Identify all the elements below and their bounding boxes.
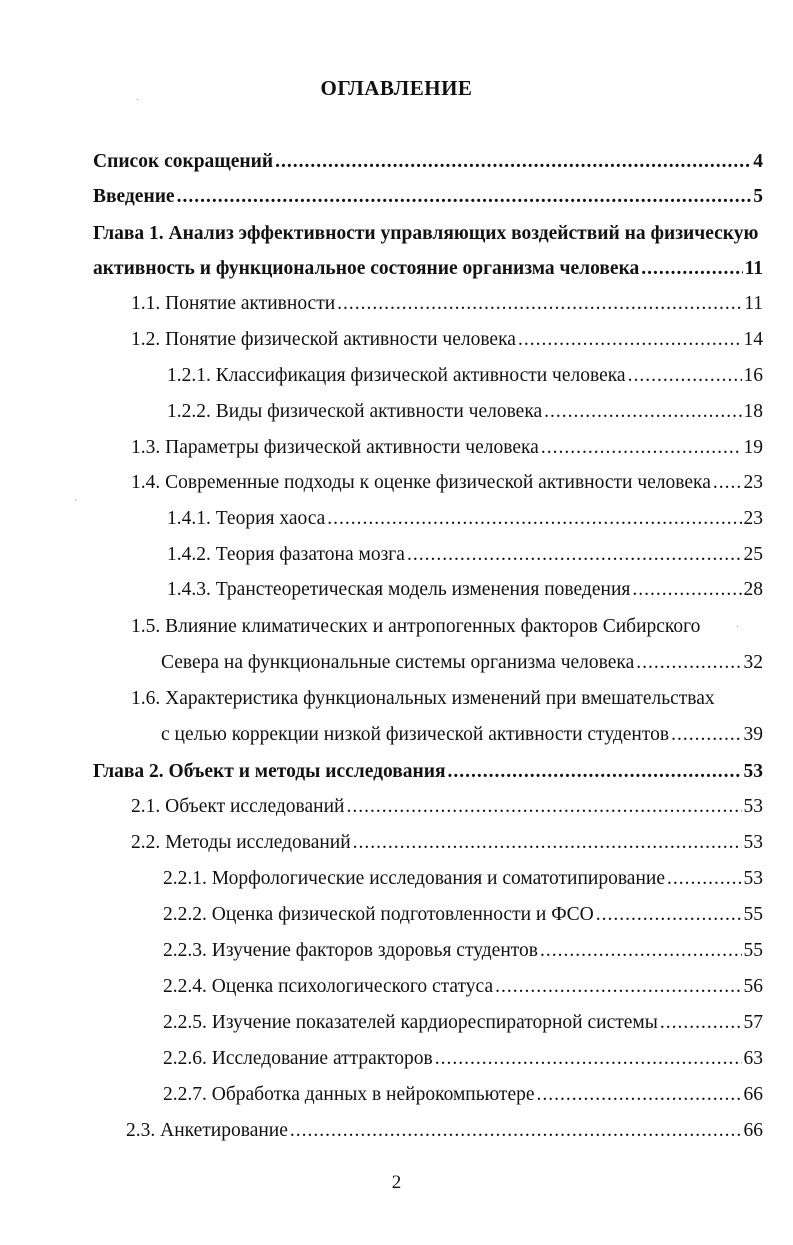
toc-entry-page: 25 <box>743 544 763 565</box>
toc-entry-page: 23 <box>743 472 763 493</box>
toc-entry-label: 2.2. Методы исследований <box>131 832 351 853</box>
toc-entry-2-2-4[interactable] <box>163 975 763 999</box>
toc-entry-label: 1.2. Понятие физической активности человека <box>131 329 516 350</box>
toc-entry-label: 1.3. Параметры физической активности человека <box>131 437 539 458</box>
toc-entry-2-2-7[interactable] <box>163 1083 763 1107</box>
toc-entry-label: Глава 2. Объект и методы исследования <box>93 761 446 782</box>
toc-entry-label: 2.2.7. Обработка данных в нейрокомпьютере <box>163 1084 535 1105</box>
toc-entry-page: 5 <box>753 186 763 207</box>
toc-chapter-1[interactable] <box>93 257 763 281</box>
scan-speck: · <box>136 95 140 106</box>
toc-entry-label: 2.1. Объект исследований <box>131 796 345 817</box>
leader-dots <box>495 975 741 999</box>
toc-chapter-1-line1[interactable]: Глава 1. Анализ эффективности управляющих воздействий на физическую <box>93 223 759 244</box>
toc-entry-1-4-3[interactable] <box>167 578 763 602</box>
toc-entry-2-3[interactable] <box>126 1119 763 1143</box>
leader-dots <box>518 328 742 352</box>
toc-entry-label: 2.2.6. Исследование аттракторов <box>163 1048 433 1069</box>
toc-entry-label: 1.4.1. Теория хаоса <box>167 508 326 529</box>
toc-entry-page: 16 <box>743 365 763 386</box>
toc-entry-1-4-2[interactable] <box>167 543 763 567</box>
leader-dots <box>660 1011 742 1035</box>
toc-entry-page: 53 <box>743 832 763 853</box>
toc-entry-page: 11 <box>744 258 763 279</box>
toc-entry-1-4-1[interactable] <box>167 507 763 531</box>
leader-dots <box>667 867 742 891</box>
toc-entry-label: 1.4. Современные подходы к оценке физической активности человека <box>131 472 711 493</box>
toc-entry-page: 32 <box>743 652 763 673</box>
leader-dots <box>327 507 741 531</box>
toc-entry-page: 63 <box>743 1048 763 1069</box>
toc-entry-page: 14 <box>743 329 763 350</box>
toc-entry-2-2-3[interactable] <box>163 939 763 963</box>
toc-entry-page: 4 <box>753 151 763 172</box>
toc-entry-2-2-6[interactable] <box>163 1047 763 1071</box>
leader-dots <box>290 1119 742 1143</box>
page-number: 2 <box>391 1172 402 1193</box>
leader-dots <box>632 578 741 602</box>
toc-entry-1-1[interactable] <box>131 292 763 316</box>
toc-entry-1-6[interactable] <box>161 723 763 747</box>
toc-entry-page: 55 <box>743 904 763 925</box>
toc-entry-label: Список сокращений <box>93 151 274 172</box>
leader-dots <box>596 903 742 927</box>
toc-entry-page: 28 <box>743 579 763 600</box>
toc-chapter-2[interactable] <box>93 760 763 784</box>
toc-entry-introduction[interactable] <box>93 185 763 209</box>
page-title: ОГЛАВЛЕНИЕ <box>320 76 473 100</box>
toc-entry-page: 53 <box>743 761 763 782</box>
leader-dots <box>544 400 741 424</box>
toc-entry-label: 1.2.2. Виды физической активности человека <box>167 401 543 422</box>
toc-entry-label: 1.2.1. Классификация физической активности человека <box>167 365 626 386</box>
toc-entry-page: 53 <box>743 796 763 817</box>
toc-entry-2-2-2[interactable] <box>163 903 763 927</box>
leader-dots <box>177 185 752 209</box>
toc-entry-page: 53 <box>743 868 763 889</box>
leader-dots <box>435 1047 742 1071</box>
toc-entry-label: 1.4.3. Транстеоретическая модель изменения поведения <box>167 579 631 600</box>
toc-entry-page: 66 <box>743 1084 763 1105</box>
toc-entry-label: 2.2.4. Оценка психологического статуса <box>163 976 494 997</box>
toc-entry-page: 18 <box>743 401 763 422</box>
toc-entry-2-2[interactable] <box>131 831 763 855</box>
toc-entry-page: 23 <box>743 508 763 529</box>
toc-entry-1-4[interactable] <box>131 471 763 495</box>
toc-entry-page: 11 <box>744 293 763 314</box>
toc-entry-label: Севера на функциональные системы организма человека <box>161 652 635 673</box>
leader-dots <box>636 651 741 675</box>
leader-dots <box>641 257 742 281</box>
toc-entry-label: 1.1. Понятие активности <box>131 293 336 314</box>
leader-dots <box>353 831 742 855</box>
leader-dots <box>628 364 742 388</box>
toc-entry-page: 55 <box>743 940 763 961</box>
leader-dots <box>346 795 741 819</box>
toc-entry-label: 2.2.2. Оценка физической подготовленности и ФСО <box>163 904 594 925</box>
toc-entry-label: 2.2.3. Изучение факторов здоровья студентов <box>163 940 538 961</box>
toc-entry-1-2[interactable] <box>131 328 763 352</box>
toc-entry-2-2-5[interactable] <box>163 1011 763 1035</box>
leader-dots <box>537 1083 742 1107</box>
toc-entry-page: 19 <box>743 437 763 458</box>
toc-entry-1-2-1[interactable] <box>167 364 763 388</box>
toc-entry-page: 66 <box>743 1120 763 1141</box>
toc-entry-label: 2.2.5. Изучение показателей кардиореспираторной системы <box>163 1012 658 1033</box>
toc-entry-page: 39 <box>743 724 763 745</box>
leader-dots <box>671 723 741 747</box>
toc-entry-1-5-line1[interactable]: 1.5. Влияние климатических и антропогенных факторов Сибирского <box>131 616 701 637</box>
leader-dots <box>337 292 742 316</box>
leader-dots <box>541 436 742 460</box>
toc-entry-label: 2.2.1. Морфологические исследования и соматотипирование <box>163 868 665 889</box>
leader-dots <box>275 150 751 174</box>
toc-entry-page: 56 <box>743 976 763 997</box>
toc-entry-1-2-2[interactable] <box>167 400 763 424</box>
leader-dots <box>448 760 742 784</box>
scan-speck: · <box>736 622 740 633</box>
toc-entry-2-1[interactable] <box>131 795 763 819</box>
toc-entry-label: с целью коррекции низкой физической активности студентов <box>161 724 670 745</box>
scan-speck: · <box>74 496 78 507</box>
toc-entry-2-2-1[interactable] <box>163 867 763 891</box>
leader-dots <box>407 543 742 567</box>
toc-entry-1-5[interactable] <box>161 651 763 675</box>
leader-dots <box>713 471 742 495</box>
toc-entry-page: 57 <box>743 1012 763 1033</box>
toc-entry-label: активность и функциональное состояние организма человека <box>93 258 640 279</box>
toc-entry-1-3[interactable] <box>131 436 763 460</box>
leader-dots <box>540 939 742 963</box>
toc-entry-abbreviations[interactable] <box>93 150 763 174</box>
toc-entry-label: 2.3. Анкетирование <box>126 1120 288 1141</box>
toc-entry-label: 1.4.2. Теория фазатона мозга <box>167 544 405 565</box>
toc-entry-label: Введение <box>93 186 175 207</box>
toc-entry-1-6-line1[interactable]: 1.6. Характеристика функциональных изменений при вмешательствах <box>131 688 715 709</box>
